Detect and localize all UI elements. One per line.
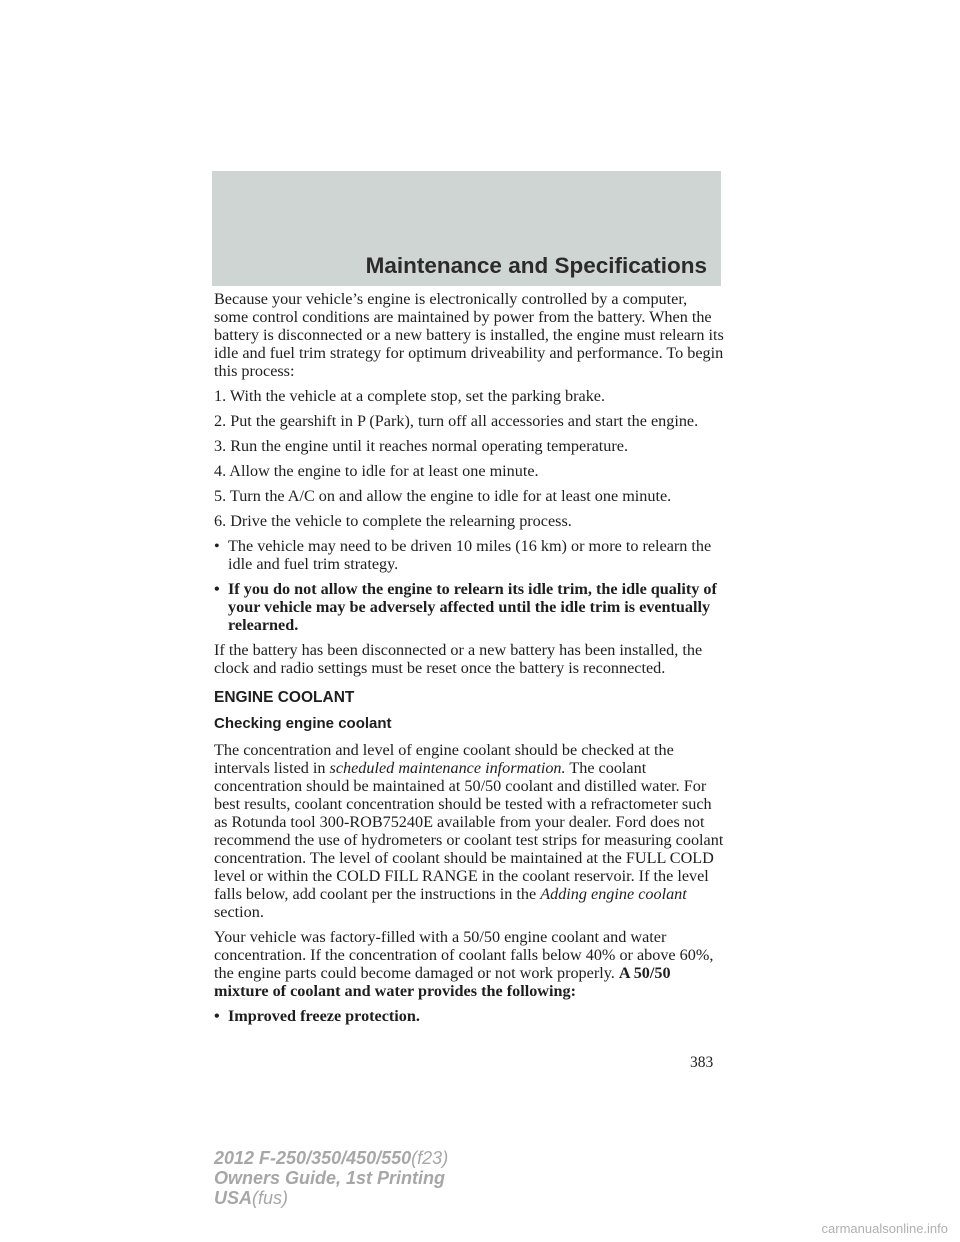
reference-text: Adding engine coolant [540, 885, 687, 903]
section-title: Maintenance and Specifications [365, 253, 707, 278]
footer-market: USA [214, 1188, 253, 1208]
footer-line-1 [214, 1148, 448, 1168]
bullet-icon: • [214, 580, 220, 598]
page-number: 383 [690, 1054, 714, 1071]
text-run: section. [214, 903, 264, 921]
text-run: Your vehicle was factory-filled with a 50/50 engine coolant and water concentration. If the concentration of coolant falls below 40% or above 60%, the engine parts could become damaged or not work properly. [214, 928, 714, 982]
intro-paragraph: Because your vehicle’s engine is electronically controlled by a computer, some control conditions are maintained by power from the battery. When the battery is disconnected or a new battery is installed, the engine must relearn its idle and fuel trim strategy for optimum driveability and performance. To begin this process: [214, 290, 724, 380]
footer-market-code: (fus) [252, 1188, 289, 1208]
text-run: The coolant concentration should be maintained at 50/50 coolant and distilled water. For best results, coolant concentration should be tested with a refractometer such as Rotunda tool 300-ROB75240E available from your dealer. Ford does not recommend the use of hydrometers or coolant test strips for measuring coolant concentration. The level of coolant should be maintained at the FULL COLD level or within the COLD FILL RANGE in the coolant reservoir. If the level falls below, add coolant per the instructions in the [214, 759, 724, 903]
bullet-icon: • [214, 1007, 220, 1025]
step-4: 4. Allow the engine to idle for at least one minute. [214, 462, 539, 480]
bullet-icon: • [214, 537, 220, 555]
bullet-text: Improved freeze protection. [228, 1007, 420, 1025]
footer-line-2: Owners Guide, 1st Printing [214, 1168, 446, 1188]
footer-line-3 [214, 1188, 448, 1208]
coolant-paragraph-1 [214, 741, 724, 921]
step-3: 3. Run the engine until it reaches normal operating temperature. [214, 437, 628, 455]
footer-model: 2012 F-250/350/450/550 [214, 1148, 412, 1168]
bullet-item-freeze-protection [214, 1007, 724, 1025]
watermark: carmanualsonline.info [821, 1221, 948, 1236]
step-2: 2. Put the gearshift in P (Park), turn off all accessories and start the engine. [214, 412, 699, 430]
section-heading: ENGINE COOLANT [214, 689, 355, 706]
page-body [214, 290, 724, 1032]
subsection-heading: Checking engine coolant [214, 715, 392, 732]
section-header [212, 171, 721, 286]
step-6: 6. Drive the vehicle to complete the relearning process. [214, 512, 572, 530]
bullet-text: The vehicle may need to be driven 10 miles (16 km) or more to relearn the idle and fuel trim strategy. [228, 537, 712, 573]
bold-text: A 50/50 mixture of coolant and water provides the following: [214, 964, 671, 1000]
coolant-paragraph-2 [214, 928, 724, 1000]
step-1: 1. With the vehicle at a complete stop, set the parking brake. [214, 387, 606, 405]
reference-text: scheduled maintenance information. [329, 759, 566, 777]
footer-code: (f23) [411, 1148, 449, 1168]
battery-note: If the battery has been disconnected or a new battery has been installed, the clock and radio settings must be reset once the battery is reconnected. [214, 641, 703, 677]
step-5: 5. Turn the A/C on and allow the engine to idle for at least one minute. [214, 487, 672, 505]
footer [214, 1148, 448, 1208]
bullet-item-drive-distance [214, 537, 724, 573]
text-run: The concentration and level of engine coolant should be checked at the intervals listed in [214, 741, 674, 777]
bullet-item-idle-warning [214, 580, 724, 634]
bullet-text: If you do not allow the engine to relearn its idle trim, the idle quality of your vehicle may be adversely affected until the idle trim is eventually relearned. [228, 580, 717, 634]
